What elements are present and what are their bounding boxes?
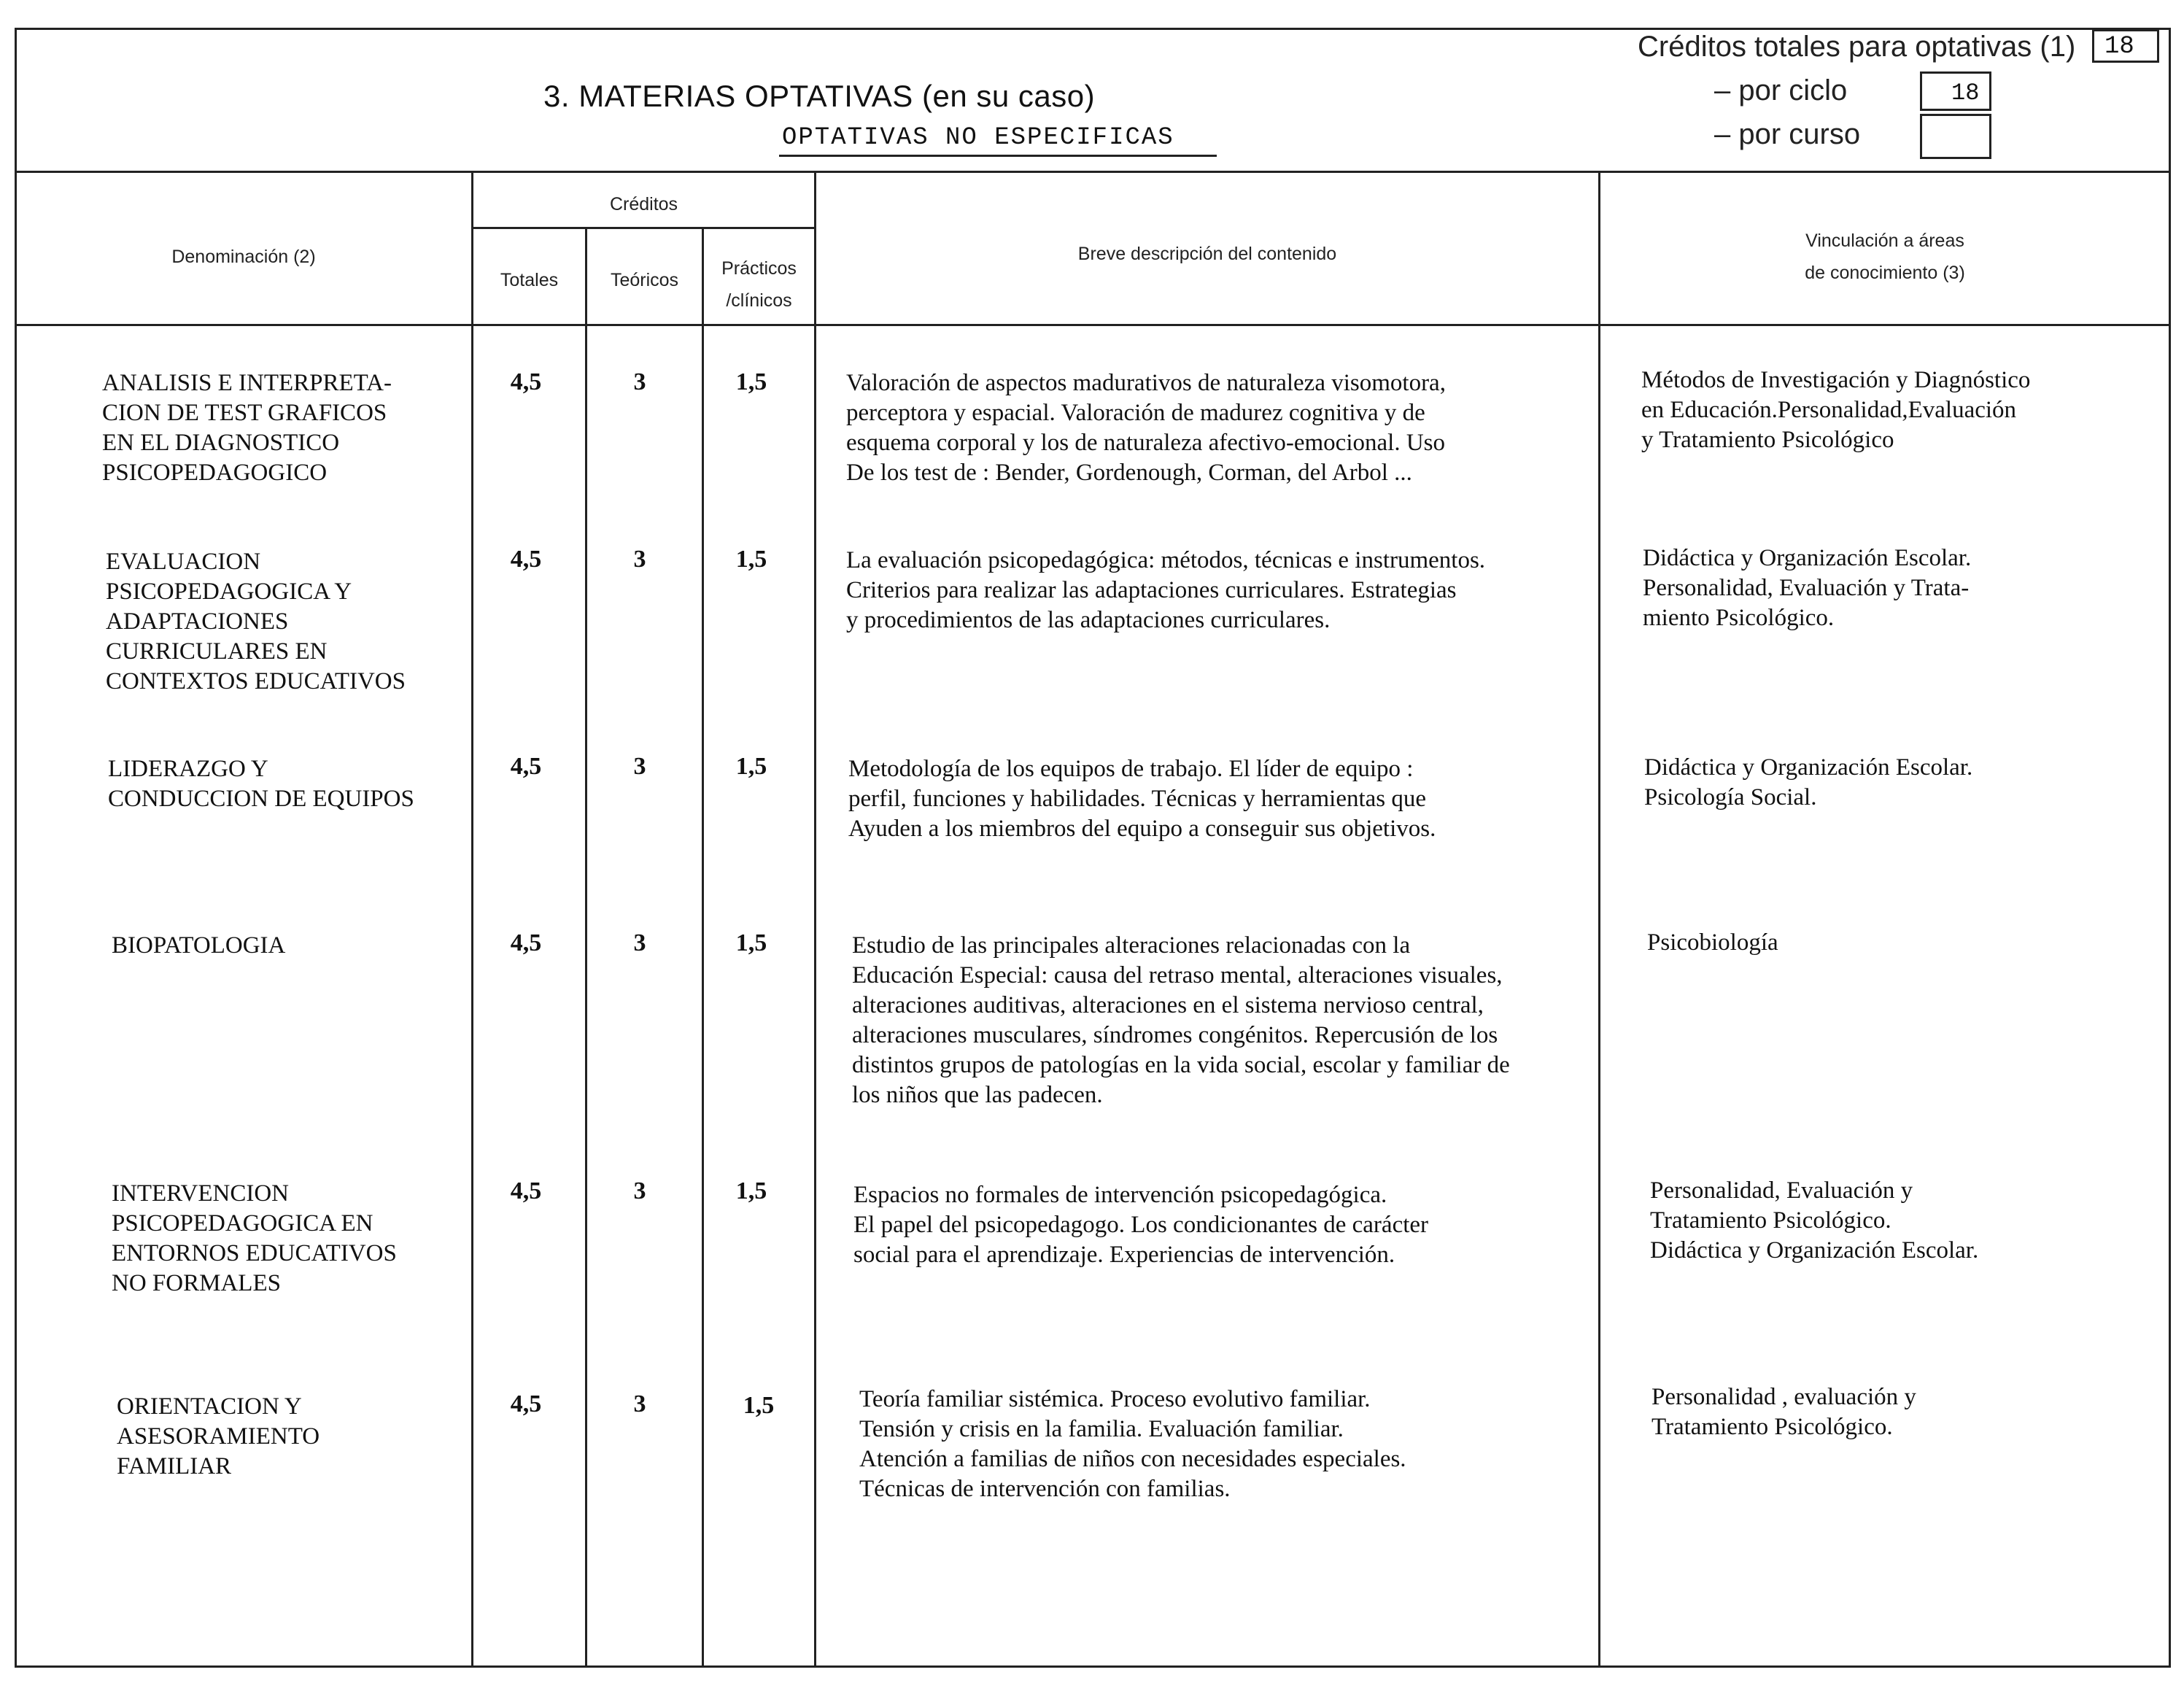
row-5-teoricos: 3	[633, 1177, 646, 1204]
row-6-vinculacion: Personalidad , evaluación y Tratamiento Psicológico.	[1651, 1384, 1916, 1440]
row-6-practicos: 1,5	[743, 1392, 775, 1419]
por-ciclo-label: – por ciclo	[1714, 74, 1848, 107]
row-5-denominacion: INTERVENCION PSICOPEDAGOGICA EN ENTORNOS EDUCATIVOS NO FORMALES	[112, 1180, 397, 1296]
row-2-teoricos: 3	[633, 546, 646, 573]
por-curso-label: – por curso	[1714, 118, 1861, 150]
subtitle-underline	[779, 155, 1217, 157]
row-4-teoricos: 3	[633, 929, 646, 956]
col-divider-1	[471, 171, 473, 1668]
total-credits-value: 18	[2104, 33, 2134, 61]
col-divider-4	[814, 171, 816, 1668]
row-2-practicos: 1,5	[735, 546, 767, 573]
row-5-totales: 4,5	[510, 1177, 542, 1204]
col-header-descripcion: Breve descripción del contenido	[1077, 244, 1337, 264]
row-1-teoricos: 3	[633, 368, 646, 395]
row-6-totales: 4,5	[510, 1390, 542, 1417]
col-header-vinculacion: Vinculación a áreas de conocimiento (3)	[1805, 231, 1965, 283]
row-1-descripcion: Valoración de aspectos madurativos de naturaleza visomotora, perceptora y espacial. Valoración de madurez cognitiva y de esquema corporal y los de naturaleza afectivo-emocional. Uso De los test de : Bender, Gordenough, Corman, del Arbol ...	[846, 370, 1446, 486]
col-header-totales: Totales	[500, 270, 559, 290]
row-1-practicos: 1,5	[735, 368, 767, 395]
col-header-creditos: Créditos	[609, 194, 678, 214]
row-1-denominacion: ANALISIS E INTERPRETA- CION DE TEST GRAFICOS EN EL DIAGNOSTICO PSICOPEDAGOGICO	[102, 370, 392, 486]
col-divider-3	[702, 227, 704, 1668]
col-divider-5	[1598, 171, 1600, 1668]
header-bottom-rule	[15, 171, 2171, 173]
row-6-denominacion: ORIENTACION Y ASESORAMIENTO FAMILIAR	[117, 1393, 320, 1479]
row-4-descripcion: Estudio de las principales alteraciones relacionadas con la Educación Especial: causa del retraso mental, alteraciones visuales, alteraciones auditivas, alteraciones en el sistema nervioso central, alteraciones musculares, síndromes congénitos. Repercusión de los distintos grupos de patologías en la vida social, escolar y familiar de los niños que las padecen.	[852, 932, 1510, 1108]
row-3-teoricos: 3	[633, 753, 646, 780]
por-curso-box	[1920, 114, 1991, 159]
col-header-teoricos: Teóricos	[610, 270, 679, 290]
row-6-descripcion: Teoría familiar sistémica. Proceso evolutivo familiar. Tensión y crisis en la familia. Evaluación familiar. Atención a familias de niños con necesidades especiales. Técnicas de intervención con familias.	[859, 1386, 1406, 1502]
row-4-practicos: 1,5	[735, 929, 767, 956]
row-2-totales: 4,5	[510, 546, 542, 573]
page-title: 3. MATERIAS OPTATIVAS (en su caso)	[543, 79, 1096, 113]
row-5-practicos: 1,5	[735, 1177, 767, 1204]
row-2-vinculacion: Didáctica y Organización Escolar. Personalidad, Evaluación y Trata- miento Psicológico.	[1643, 545, 1972, 631]
row-3-denominacion: LIDERAZGO Y CONDUCCION DE EQUIPOS	[108, 756, 414, 812]
row-1-totales: 4,5	[510, 368, 542, 395]
total-credits-label: Créditos totales para optativas (1)	[1638, 31, 2076, 63]
row-2-denominacion: EVALUACION PSICOPEDAGOGICA Y ADAPTACIONES CURRICULARES EN CONTEXTOS EDUCATIVOS	[106, 549, 406, 695]
row-5-vinculacion: Personalidad, Evaluación y Tratamiento Psicológico. Didáctica y Organización Escolar.	[1650, 1177, 1979, 1264]
por-ciclo-box	[1920, 71, 1991, 111]
row-3-vinculacion: Didáctica y Organización Escolar. Psicología Social.	[1644, 754, 1973, 810]
total-credits-box	[2092, 29, 2159, 63]
row-4-denominacion: BIOPATOLOGIA	[112, 932, 286, 959]
row-3-totales: 4,5	[510, 753, 542, 780]
col-header-practicos: Prácticos /clínicos	[721, 258, 797, 311]
page-subtitle: OPTATIVAS NO ESPECIFICAS	[782, 124, 1174, 152]
row-3-descripcion: Metodología de los equipos de trabajo. El líder de equipo : perfil, funciones y habilidades. Técnicas y herramientas que Ayuden a los miembros del equipo a conseguir sus objetivos.	[848, 756, 1436, 842]
col-header-denominacion: Denominación (2)	[171, 247, 316, 267]
creditos-subheader-rule	[471, 227, 814, 229]
row-2-descripcion: La evaluación psicopedagógica: métodos, técnicas e instrumentos. Criterios para realizar las adaptaciones curriculares. Estrategias y procedimientos de las adaptaciones curriculares.	[846, 547, 1486, 633]
col-divider-2	[585, 227, 587, 1668]
por-ciclo-value: 18	[1951, 80, 1980, 107]
row-4-vinculacion: Psicobiología	[1647, 929, 1778, 956]
row-6-teoricos: 3	[633, 1390, 646, 1417]
row-4-totales: 4,5	[510, 929, 542, 956]
column-header-bottom-rule	[15, 324, 2171, 326]
row-1-vinculacion: Métodos de Investigación y Diagnóstico en Educación.Personalidad,Evaluación y Tratamiento Psicológico	[1641, 367, 2031, 453]
row-3-practicos: 1,5	[735, 753, 767, 780]
row-5-descripcion: Espacios no formales de intervención psicopedagógica. El papel del psicopedagogo. Los condicionantes de carácter social para el aprendizaje. Experiencias de intervención.	[853, 1182, 1429, 1268]
